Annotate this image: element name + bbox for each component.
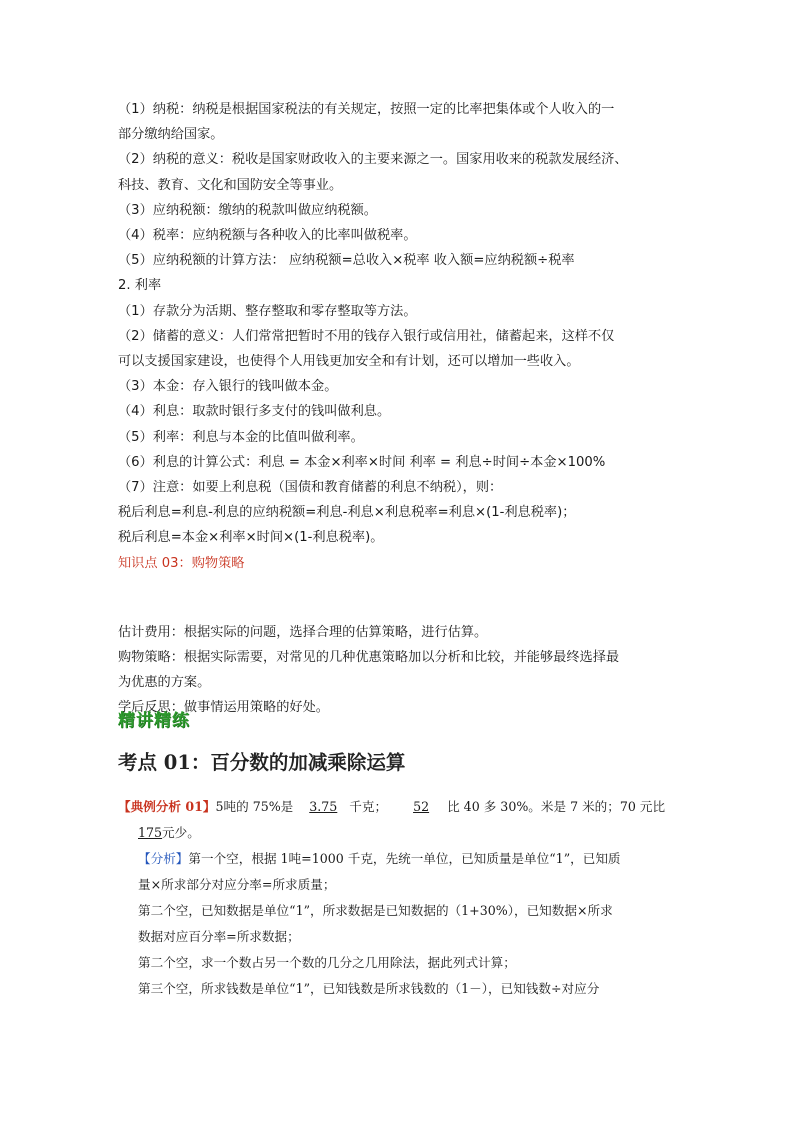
text-line: 2. 利率 (118, 278, 162, 294)
text-line: （3）应纳税额：缴纳的税款叫做应纳税额。 (118, 202, 377, 218)
example-question (118, 794, 684, 820)
text-line: 购物策略：根据实际需要，对常见的几种优惠策略加以分析和比较，并能够最终选择最 (118, 650, 620, 666)
text-line: （5）利率：利息与本金的比值叫做利率。 (118, 429, 364, 445)
example-block (118, 794, 684, 1002)
text-line: （2）储蓄的意义：人们常常把暂时不用的钱存入银行或信用社，储蓄起来，这样不仅 (118, 328, 615, 344)
section-title: 考点 01：百分数的加减乘除运算 (118, 751, 406, 774)
text-line: （7）注意：如要上利息税（国债和教育储蓄的利息不纳税），则： (118, 480, 503, 496)
analysis-line (118, 846, 684, 872)
analysis-line: 第二个空，求一个数占另一个数的几分之几用除法，据此列式计算； (138, 955, 516, 970)
question-text: 比 40 多 30%。米是 7 米的；70 元比 (447, 799, 666, 814)
text-line: （2）纳税的意义：税收是国家财政收入的主要来源之一。国家用收来的税款发展经济、 (118, 152, 628, 168)
text-line: 税后利息=本金×利率×时间×(1-利息税率)。 (118, 530, 384, 546)
answer-blank: 175 (138, 825, 163, 840)
text-line: 估计费用：根据实际的问题，选择合理的估算策略，进行估算。 (118, 624, 488, 640)
analysis-line: 数据对应百分率=所求数据； (138, 929, 300, 944)
analysis-line: 第二个空，已知数据是单位“1”，所求数据是已知数据的（1+30%），已知数据×所求 (138, 903, 613, 918)
text-line: （5）应纳税额的计算方法： 应纳税额=总收入×税率 收入额=应纳税额÷税率 (118, 253, 575, 269)
text-line: 学后反思：做事情运用策略的好处。 (118, 700, 329, 716)
example-question-cont (118, 820, 684, 846)
knowledge-content (118, 97, 684, 721)
question-text: 元少。 (162, 825, 200, 840)
analysis-line: 量×所求部分对应分率=所求质量； (138, 877, 336, 892)
question-text: 千克； (349, 799, 388, 814)
text-line: 税后利息=利息-利息的应纳税额=利息-利息×利息税率=利息×(1-利息税率)； (118, 505, 576, 521)
answer-blank: 52 (413, 799, 430, 814)
text-line: 可以支援国家建设，也使得个人用钱更加安全和有计划，还可以增加一些收入。 (118, 354, 580, 370)
text-line: 为优惠的方案。 (118, 675, 211, 691)
text-line: （1）存款分为活期、整存整取和零存整取等方法。 (118, 303, 417, 319)
answer-blank: 3.75 (309, 799, 338, 814)
analysis-line: 第三个空，所求钱数是单位“1”，已知钱数是所求钱数的（1－），已知钱数÷对应分 (138, 981, 600, 996)
knowledge-point-heading: 知识点 03：购物策略 (118, 555, 245, 571)
question-text: 5吨的 75%是 (215, 799, 298, 814)
analysis-tag: 【分析】 (138, 851, 189, 866)
text-line: （3）本金：存入银行的钱叫做本金。 (118, 379, 338, 395)
text-line: 科技、教育、文化和国防安全等事业。 (118, 177, 343, 193)
section-banner: 精讲精练 (118, 711, 190, 731)
text-line: （4）税率：应纳税额与各种收入的比率叫做税率。 (118, 228, 417, 244)
text-line: （1）纳税：纳税是根据国家税法的有关规定，按照一定的比率把集体或个人收入的一 (118, 102, 615, 117)
text-line: （6）利息的计算公式：利息 = 本金×利率×时间 利率 = 利息÷时间÷本金×100% (118, 454, 606, 470)
example-tag: 【典例分析 01】 (118, 799, 216, 814)
text-line: 部分缴纳给国家。 (118, 127, 224, 143)
analysis-text: 第一个空，根据 1吨=1000 千克，先统一单位，已知质量是单位“1”，已知质 (188, 851, 621, 866)
text-line: （4）利息：取款时银行多支付的钱叫做利息。 (118, 404, 391, 420)
